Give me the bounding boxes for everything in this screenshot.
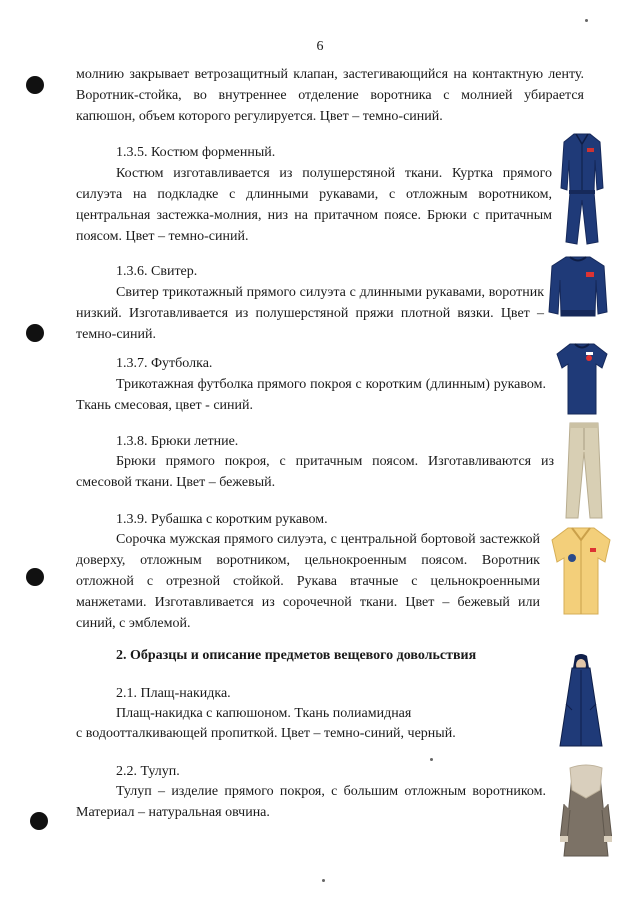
binder-hole-1 bbox=[26, 76, 44, 94]
paragraph-2-2: Тулуп – изделие прямого покроя, с большим отложным воротником. Материал – натуральная овчина. bbox=[76, 784, 546, 820]
page-number: 6 bbox=[316, 39, 324, 54]
heading-2-2: 2.2. Тулуп. bbox=[116, 764, 180, 779]
heading-2-1: 2.1. Плащ-накидка. bbox=[116, 686, 231, 701]
paragraph-1-3-9: Сорочка мужская прямого силуэта, с центральной бортовой застежкой доверху, отложным воротником, цельнокроенным поясом. Воротник отложной с отрезной стойкой. Рукава втачные с цельнокроенными манжетами. Изготавливается из сорочечной ткани. Цвет – бежевый или синий, с эмблемой. bbox=[76, 532, 540, 631]
paragraph-1-3-7: Трикотажная футболка прямого покроя с коротким (длинным) рукавом. Ткань смесовая, цвет - синий. bbox=[76, 377, 546, 413]
sheepskin-coat-image bbox=[560, 764, 612, 860]
paragraph-1-3-8: Брюки прямого покроя, с притачным поясом. Изготавливаются из смесовой ткани. Цвет – бежевый. bbox=[76, 454, 554, 490]
paragraph-1-3-5: Костюм изготавливается из полушерстяной ткани. Куртка прямого силуэта на подкладке с длинными рукавами, с отложным воротником, центральная застежка-молния, низ на притачном поясе. Брюки с притачным поясом. Цвет – темно-синий. bbox=[76, 166, 552, 244]
paragraph-2-1-line-2: с водоотталкивающей пропиткой. Цвет – темно-синий, черный. bbox=[76, 726, 456, 741]
binder-hole-4 bbox=[30, 812, 48, 830]
uniform-suit-image bbox=[560, 130, 604, 248]
section-2-heading: 2. Образцы и описание предметов вещевого довольствия bbox=[116, 648, 477, 663]
paragraph-2-1-line-1: Плащ-накидка с капюшоном. Ткань полиамидная bbox=[116, 706, 412, 721]
scan-speck bbox=[430, 758, 433, 761]
scan-speck bbox=[322, 879, 325, 882]
sweater-image bbox=[548, 254, 608, 318]
scan-speck bbox=[585, 19, 588, 22]
short-sleeve-shirt-image bbox=[550, 522, 612, 616]
summer-trousers-image bbox=[564, 420, 604, 520]
tshirt-image bbox=[556, 340, 608, 416]
rain-cape-image bbox=[558, 654, 604, 750]
intro-paragraph: молнию закрывает ветрозащитный клапан, застегивающийся на контактную ленту. Воротник-стойка, во внутреннее отделение воротника с молнией убирается капюшон, объем которого регулируется. Цвет – темно-синий. bbox=[76, 67, 584, 124]
binder-hole-2 bbox=[26, 324, 44, 342]
heading-1-3-6: 1.3.6. Свитер. bbox=[116, 264, 198, 279]
binder-hole-3 bbox=[26, 568, 44, 586]
heading-1-3-8: 1.3.8. Брюки летние. bbox=[116, 434, 239, 449]
heading-1-3-7: 1.3.7. Футболка. bbox=[116, 356, 213, 371]
paragraph-1-3-6: Свитер трикотажный прямого силуэта с длинными рукавами, воротник низкий. Изготавливается из полушерстяной пряжи плотной вязки. Цвет – темно-синий. bbox=[76, 285, 544, 342]
heading-1-3-9: 1.3.9. Рубашка с коротким рукавом. bbox=[116, 512, 328, 527]
heading-1-3-5: 1.3.5. Костюм форменный. bbox=[116, 145, 276, 160]
